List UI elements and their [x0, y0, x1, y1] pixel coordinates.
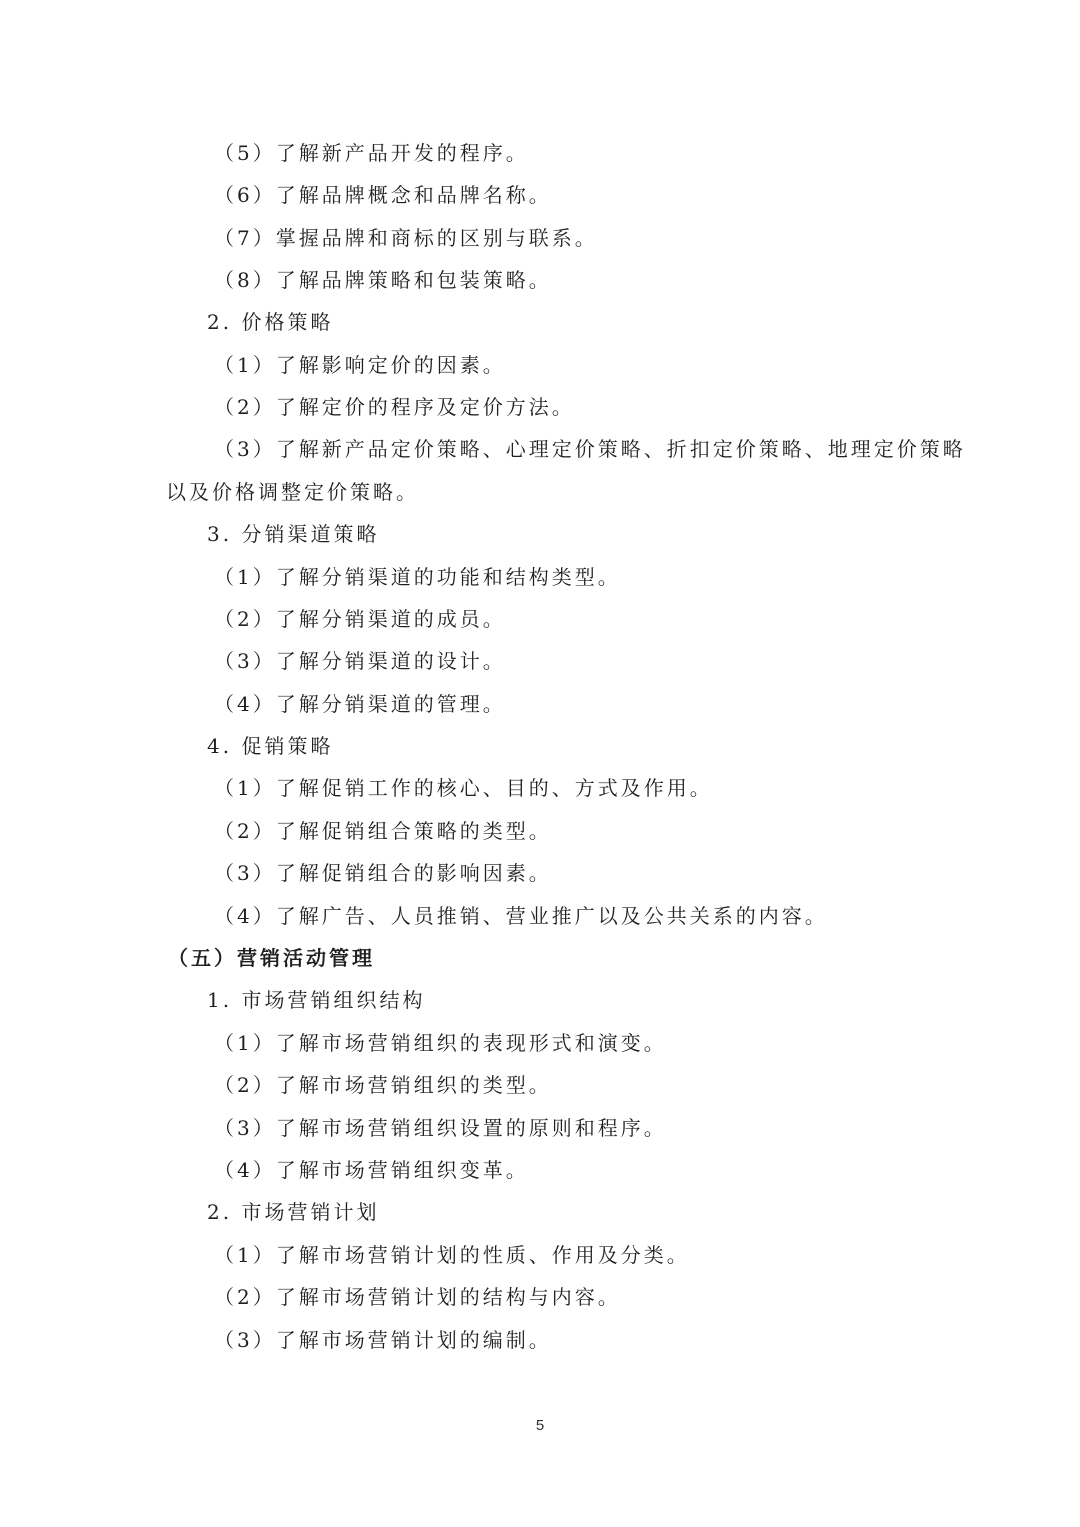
list-item: （3）了解市场营销组织设置的原则和程序。 [214, 1116, 667, 1140]
list-item: （8）了解品牌策略和包装策略。 [214, 268, 552, 292]
list-item: （1）了解市场营销组织的表现形式和演变。 [214, 1031, 667, 1055]
list-item: （1）了解市场营销计划的性质、作用及分类。 [214, 1243, 690, 1267]
list-item: （4）了解广告、人员推销、营业推广以及公共关系的内容。 [214, 904, 828, 928]
list-item: （4）了解市场营销组织变革。 [214, 1158, 529, 1182]
subheading: 4. 促销策略 [207, 734, 334, 758]
list-item: （2）了解促销组合策略的类型。 [214, 819, 552, 843]
list-item: （3）了解新产品定价策略、心理定价策略、折扣定价策略、地理定价策略 [214, 437, 966, 461]
list-item: （6）了解品牌概念和品牌名称。 [214, 183, 552, 207]
list-item: （2）了解市场营销组织的类型。 [214, 1073, 552, 1097]
list-item: （3）了解分销渠道的设计。 [214, 649, 506, 673]
subheading: 1. 市场营销组织结构 [207, 988, 426, 1012]
list-item: （4）了解分销渠道的管理。 [214, 692, 506, 716]
list-item: （3）了解市场营销计划的编制。 [214, 1328, 552, 1352]
list-item: （1）了解分销渠道的功能和结构类型。 [214, 565, 621, 589]
subheading: 2. 价格策略 [207, 310, 334, 334]
subheading: 2. 市场营销计划 [207, 1200, 380, 1224]
list-item-continuation: 以及价格调整定价策略。 [166, 480, 419, 504]
list-item: （1）了解促销工作的核心、目的、方式及作用。 [214, 776, 713, 800]
section-heading: （五）营销活动管理 [168, 946, 375, 970]
list-item: （7）掌握品牌和商标的区别与联系。 [214, 226, 598, 250]
list-item: （5）了解新产品开发的程序。 [214, 141, 529, 165]
page-number: 5 [535, 1417, 545, 1434]
subheading: 3. 分销渠道策略 [207, 522, 380, 546]
list-item: （1）了解影响定价的因素。 [214, 353, 506, 377]
list-item: （2）了解定价的程序及定价方法。 [214, 395, 575, 419]
list-item: （2）了解市场营销计划的结构与内容。 [214, 1285, 621, 1309]
list-item: （3）了解促销组合的影响因素。 [214, 861, 552, 885]
list-item: （2）了解分销渠道的成员。 [214, 607, 506, 631]
